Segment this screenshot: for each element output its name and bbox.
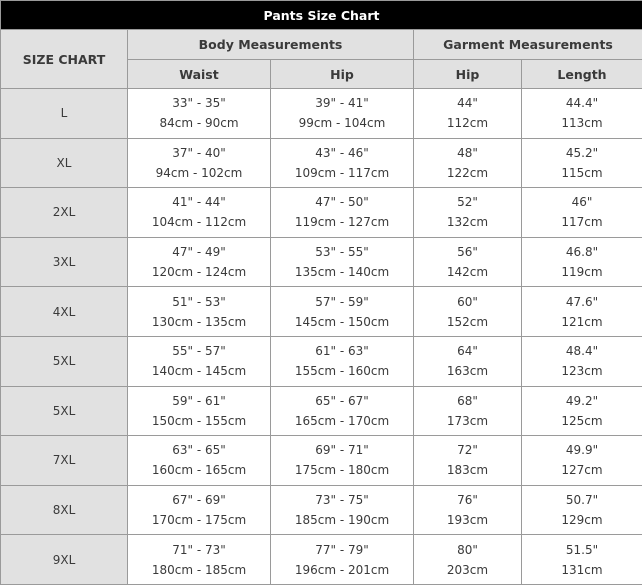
garment-hip-cell-cm: 183cm bbox=[446, 463, 489, 478]
length-cell-inches: 46" bbox=[571, 195, 593, 210]
waist-cell bbox=[128, 535, 271, 585]
garment-hip-header: Hip bbox=[414, 60, 522, 89]
length-cell-cm: 127cm bbox=[561, 463, 603, 478]
waist-cell-cm: 180cm - 185cm bbox=[151, 562, 247, 577]
table-row bbox=[1, 188, 642, 238]
body-hip-cell bbox=[271, 535, 414, 585]
waist-cell-inches: 51" - 53" bbox=[172, 294, 226, 309]
body-hip-cell bbox=[271, 89, 414, 139]
table-row bbox=[1, 485, 642, 535]
garment-hip-cell-inches: 56" bbox=[457, 245, 478, 260]
body-hip-cell bbox=[271, 237, 414, 287]
length-cell-inches: 48.4" bbox=[565, 344, 599, 359]
waist-cell-cm: 170cm - 175cm bbox=[151, 513, 247, 528]
length-cell bbox=[522, 89, 642, 139]
waist-cell-inches: 47" - 49" bbox=[172, 245, 226, 260]
length-cell bbox=[522, 138, 642, 188]
table-row bbox=[1, 89, 642, 139]
body-hip-cell bbox=[271, 188, 414, 238]
length-cell-inches: 49.9" bbox=[565, 443, 599, 458]
body-hip-cell-cm: 175cm - 180cm bbox=[294, 463, 390, 478]
length-cell bbox=[522, 485, 642, 535]
body-hip-cell bbox=[271, 138, 414, 188]
body-hip-cell bbox=[271, 485, 414, 535]
body-hip-cell-cm: 155cm - 160cm bbox=[294, 364, 390, 379]
length-cell-cm: 113cm bbox=[561, 116, 603, 131]
table-row bbox=[1, 287, 642, 337]
size-label: L bbox=[1, 89, 128, 139]
body-hip-cell-cm: 185cm - 190cm bbox=[294, 513, 390, 528]
table-row bbox=[1, 386, 642, 436]
length-cell-inches: 47.6" bbox=[565, 294, 599, 309]
waist-cell-cm: 130cm - 135cm bbox=[151, 314, 247, 329]
garment-hip-cell-cm: 122cm bbox=[446, 165, 489, 180]
size-label: 7XL bbox=[1, 436, 128, 486]
waist-cell-inches: 59" - 61" bbox=[172, 393, 226, 408]
waist-cell bbox=[128, 188, 271, 238]
body-hip-cell-cm: 145cm - 150cm bbox=[294, 314, 390, 329]
body-hip-header: Hip bbox=[271, 60, 414, 89]
size-label: 3XL bbox=[1, 237, 128, 287]
waist-cell bbox=[128, 89, 271, 139]
table-row bbox=[1, 237, 642, 287]
length-cell-cm: 125cm bbox=[561, 413, 603, 428]
length-cell-cm: 119cm bbox=[561, 265, 603, 280]
length-cell-cm: 121cm bbox=[561, 314, 603, 329]
length-cell bbox=[522, 535, 642, 585]
body-hip-cell-cm: 135cm - 140cm bbox=[294, 265, 390, 280]
waist-cell bbox=[128, 485, 271, 535]
garment-hip-cell-cm: 152cm bbox=[446, 314, 489, 329]
waist-cell-inches: 71" - 73" bbox=[172, 542, 226, 557]
length-header: Length bbox=[522, 60, 642, 89]
length-cell bbox=[522, 336, 642, 386]
waist-cell-cm: 104cm - 112cm bbox=[151, 215, 247, 230]
length-cell-inches: 49.2" bbox=[565, 393, 599, 408]
body-hip-cell bbox=[271, 436, 414, 486]
body-hip-cell-inches: 77" - 79" bbox=[315, 542, 369, 557]
body-hip-cell-inches: 39" - 41" bbox=[315, 96, 369, 111]
body-measurements-header: Body Measurements bbox=[128, 30, 414, 60]
size-label: 8XL bbox=[1, 485, 128, 535]
garment-hip-cell-cm: 142cm bbox=[446, 265, 489, 280]
waist-cell-cm: 94cm - 102cm bbox=[155, 165, 243, 180]
waist-cell-inches: 67" - 69" bbox=[172, 493, 226, 508]
body-hip-cell-inches: 43" - 46" bbox=[315, 145, 369, 160]
body-hip-cell bbox=[271, 287, 414, 337]
garment-hip-cell-inches: 76" bbox=[457, 493, 478, 508]
garment-hip-cell bbox=[414, 386, 522, 436]
waist-cell-cm: 84cm - 90cm bbox=[159, 116, 239, 131]
garment-hip-cell bbox=[414, 287, 522, 337]
size-label: 5XL bbox=[1, 386, 128, 436]
size-chart-header: SIZE CHART bbox=[1, 30, 128, 89]
garment-hip-cell bbox=[414, 535, 522, 585]
length-cell bbox=[522, 188, 642, 238]
body-hip-cell-cm: 119cm - 127cm bbox=[294, 215, 390, 230]
garment-hip-cell-cm: 193cm bbox=[446, 513, 489, 528]
garment-hip-cell-inches: 64" bbox=[457, 344, 478, 359]
table-row bbox=[1, 336, 642, 386]
body-hip-cell-inches: 69" - 71" bbox=[315, 443, 369, 458]
body-hip-cell-cm: 196cm - 201cm bbox=[294, 562, 390, 577]
chart-title: Pants Size Chart bbox=[1, 1, 642, 30]
garment-hip-cell bbox=[414, 485, 522, 535]
waist-cell-inches: 55" - 57" bbox=[172, 344, 226, 359]
length-cell-cm: 131cm bbox=[561, 562, 603, 577]
size-label: 9XL bbox=[1, 535, 128, 585]
garment-hip-cell-inches: 68" bbox=[457, 393, 478, 408]
length-cell-cm: 117cm bbox=[561, 215, 603, 230]
waist-cell-cm: 140cm - 145cm bbox=[151, 364, 247, 379]
table-row bbox=[1, 535, 642, 585]
length-cell-inches: 45.2" bbox=[565, 145, 599, 160]
waist-cell bbox=[128, 436, 271, 486]
body-hip-cell-inches: 53" - 55" bbox=[315, 245, 369, 260]
garment-hip-cell bbox=[414, 188, 522, 238]
waist-cell bbox=[128, 336, 271, 386]
garment-hip-cell-inches: 80" bbox=[457, 542, 478, 557]
body-hip-cell-inches: 65" - 67" bbox=[315, 393, 369, 408]
length-cell-inches: 46.8" bbox=[565, 245, 599, 260]
length-cell-inches: 44.4" bbox=[565, 96, 599, 111]
waist-cell-inches: 37" - 40" bbox=[172, 145, 226, 160]
garment-measurements-header: Garment Measurements bbox=[414, 30, 642, 60]
garment-hip-cell bbox=[414, 89, 522, 139]
size-label: 5XL bbox=[1, 336, 128, 386]
garment-hip-cell-cm: 132cm bbox=[446, 215, 489, 230]
length-cell-inches: 51.5" bbox=[565, 542, 599, 557]
length-cell-cm: 123cm bbox=[561, 364, 603, 379]
length-cell-cm: 115cm bbox=[561, 165, 603, 180]
size-label: XL bbox=[1, 138, 128, 188]
waist-cell-cm: 150cm - 155cm bbox=[151, 413, 247, 428]
garment-hip-cell-cm: 112cm bbox=[446, 116, 489, 131]
garment-hip-cell-cm: 173cm bbox=[446, 413, 489, 428]
size-label: 4XL bbox=[1, 287, 128, 337]
length-cell-cm: 129cm bbox=[561, 513, 603, 528]
length-cell bbox=[522, 436, 642, 486]
waist-cell-inches: 33" - 35" bbox=[172, 96, 226, 111]
garment-hip-cell-inches: 48" bbox=[457, 145, 478, 160]
waist-cell bbox=[128, 386, 271, 436]
waist-cell-inches: 63" - 65" bbox=[172, 443, 226, 458]
length-cell bbox=[522, 237, 642, 287]
garment-hip-cell-inches: 72" bbox=[457, 443, 478, 458]
body-hip-cell-cm: 109cm - 117cm bbox=[294, 165, 390, 180]
body-hip-cell-cm: 99cm - 104cm bbox=[298, 116, 386, 131]
table-row bbox=[1, 138, 642, 188]
garment-hip-cell-inches: 44" bbox=[457, 96, 478, 111]
body-hip-cell-inches: 73" - 75" bbox=[315, 493, 369, 508]
waist-cell bbox=[128, 287, 271, 337]
body-hip-cell-cm: 165cm - 170cm bbox=[294, 413, 390, 428]
body-hip-cell bbox=[271, 336, 414, 386]
waist-cell-cm: 160cm - 165cm bbox=[151, 463, 247, 478]
garment-hip-cell bbox=[414, 436, 522, 486]
body-hip-cell-inches: 47" - 50" bbox=[315, 195, 369, 210]
body-hip-cell-inches: 61" - 63" bbox=[315, 344, 369, 359]
waist-cell bbox=[128, 237, 271, 287]
table-row bbox=[1, 436, 642, 486]
waist-cell-cm: 120cm - 124cm bbox=[151, 265, 247, 280]
waist-header: Waist bbox=[128, 60, 271, 89]
garment-hip-cell bbox=[414, 138, 522, 188]
garment-hip-cell-cm: 163cm bbox=[446, 364, 489, 379]
garment-hip-cell bbox=[414, 237, 522, 287]
waist-cell-inches: 41" - 44" bbox=[172, 195, 226, 210]
garment-hip-cell-inches: 60" bbox=[457, 294, 478, 309]
body-hip-cell-inches: 57" - 59" bbox=[315, 294, 369, 309]
garment-hip-cell-inches: 52" bbox=[457, 195, 478, 210]
size-label: 2XL bbox=[1, 188, 128, 238]
length-cell-inches: 50.7" bbox=[565, 493, 599, 508]
garment-hip-cell-cm: 203cm bbox=[446, 562, 489, 577]
length-cell bbox=[522, 287, 642, 337]
body-hip-cell bbox=[271, 386, 414, 436]
garment-hip-cell bbox=[414, 336, 522, 386]
waist-cell bbox=[128, 138, 271, 188]
length-cell bbox=[522, 386, 642, 436]
